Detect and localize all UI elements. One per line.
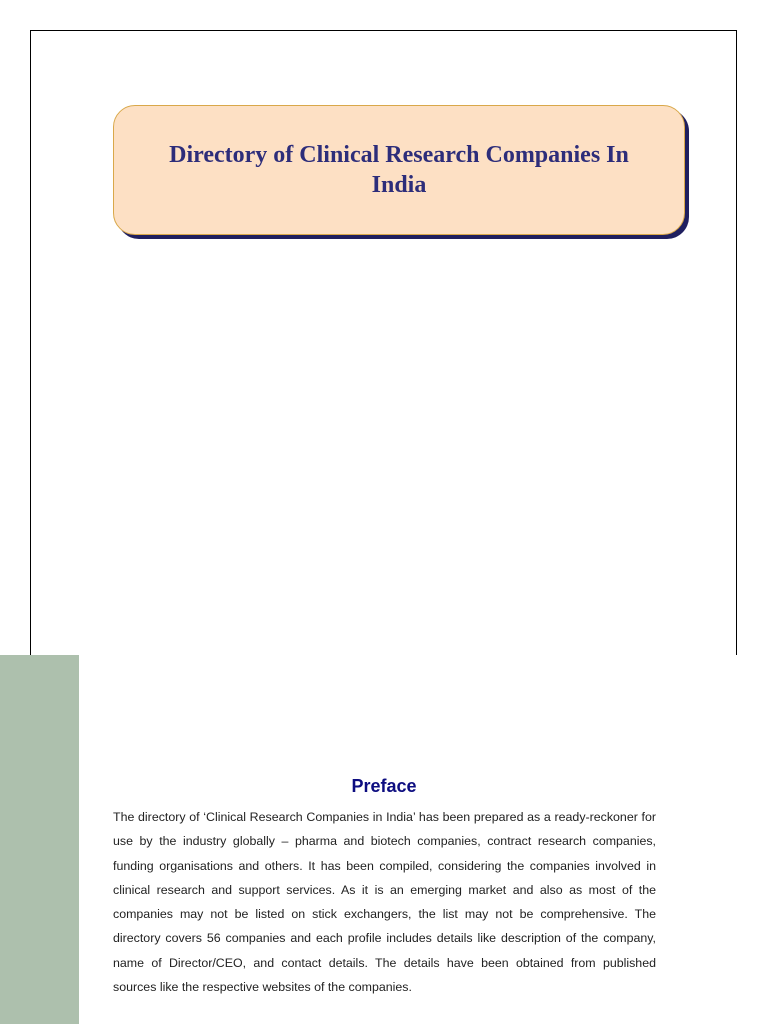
preface-heading: Preface [351, 776, 417, 796]
preface-page [0, 655, 768, 1024]
document-title: Directory of Clinical Research Companies In India [169, 142, 629, 198]
title-banner [113, 105, 685, 235]
sidebar-band [0, 655, 79, 1024]
preface-body: The directory of ‘Clinical Research Companies in India’ has been prepared as a ready-reckoner for use by the industry globally – pharma and biotech companies, contract research companies, funding organisations and others. It has been compiled, considering the companies involved in clinical research and support services. As it is an emerging market and also as most of the companies may not be listed on stick exchangers, the list may not be comprehensive. The directory covers 56 companies and each profile includes details like description of the company, name of Director/CEO, and contact details. The details have been obtained from published sources like the respective websites of the companies. [113, 810, 656, 995]
cover-page [30, 30, 737, 670]
